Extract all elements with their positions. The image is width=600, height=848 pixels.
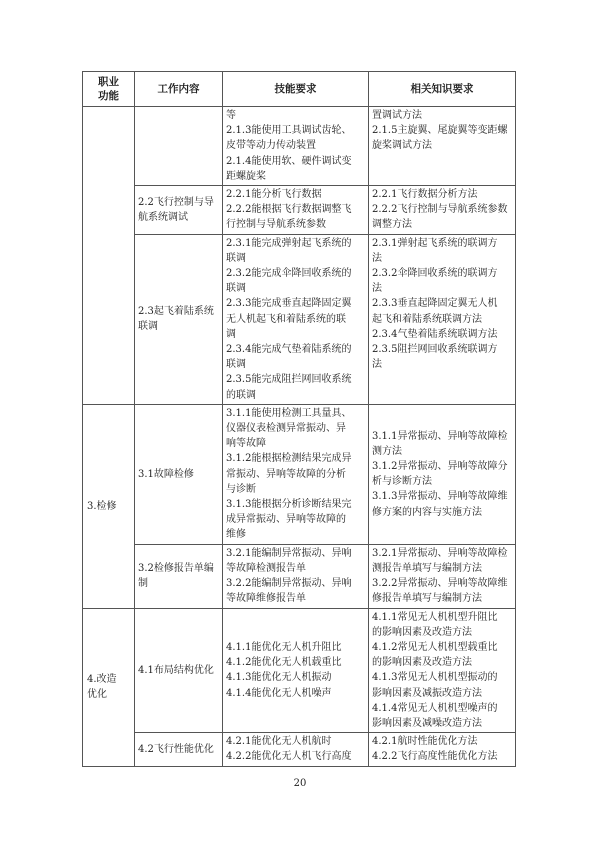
content-cell <box>135 107 223 186</box>
cell-line: 响等故障 <box>226 438 266 450</box>
table-row <box>83 608 516 733</box>
knowledge-cell <box>369 107 516 186</box>
knowledge-cell <box>369 608 516 733</box>
cell-line: 与诊断 <box>226 483 256 495</box>
cell-line: 4.1.4常见无人机机型噪声的 <box>372 702 498 714</box>
cell-line: 仪器仪表检测异常振动、异 <box>226 423 346 435</box>
header-skills: 技能要求 <box>223 72 369 107</box>
skills-cell <box>223 733 369 766</box>
cell-line: 3.1.2异常振动、异响等故障分 <box>372 461 508 473</box>
cell-line: 2.3.5阻拦网回收系统联调方 <box>372 344 498 356</box>
table-row <box>83 544 516 608</box>
table-row <box>83 733 516 766</box>
cell-line: 2.3.1弹射起飞系统的联调方 <box>372 237 498 249</box>
cell-line: 3.2.2异常振动、异响等故障维 <box>372 578 508 590</box>
cell-line: 联调 <box>226 359 246 371</box>
cell-line: 距螺旋桨 <box>226 170 266 182</box>
skills-cell <box>223 186 369 235</box>
cell-line: 成异常振动、异响等故障的 <box>226 514 346 526</box>
cell-line: 等故障维修报告单 <box>226 593 306 605</box>
table-row <box>83 404 516 544</box>
cell-line: 2.3.4能完成气垫着陆系统的 <box>226 344 352 356</box>
cell-line: 测报告单填写与编制方法 <box>372 562 482 574</box>
cell-line: 2.3.2伞降回收系统的联调方 <box>372 268 498 280</box>
skills-table <box>82 71 516 767</box>
knowledge-cell <box>369 404 516 544</box>
cell-line: 3.1.2能根据检测结果完成异 <box>226 453 352 465</box>
knowledge-cell <box>369 234 516 404</box>
cell-line: 维修 <box>226 529 246 541</box>
cell-line: 2.1.3能使用工具调试齿轮、 <box>226 125 352 137</box>
content-cell: 2.3起飞着陆系统联调 <box>135 234 223 404</box>
cell-line: 3.2.1能编制异常振动、异响 <box>226 547 352 559</box>
cell-line: 2.1.5主旋翼、尾旋翼等变距螺 <box>372 125 508 137</box>
cell-line: 影响因素及减噪改造方法 <box>372 717 482 729</box>
cell-line: 3.1.1能使用检测工具量具、 <box>226 407 352 419</box>
cell-line: 2.2.2能根据飞行数据调整飞 <box>226 204 352 216</box>
cell-line: 4.1.3能优化无人机振动 <box>226 672 332 684</box>
cell-line: 4.1.1能优化无人机升阻比 <box>226 641 342 653</box>
cell-line: 3.2.2能编制异常振动、异响 <box>226 578 352 590</box>
cell-line: 皮带等动力传动装置 <box>226 140 316 152</box>
cell-line: 测方法 <box>372 445 402 457</box>
cell-line: 2.3.3垂直起降固定翼无人机 <box>372 298 498 310</box>
cell-line: 4.1.4能优化无人机噪声 <box>226 687 332 699</box>
header-func: 职业 功能 <box>83 72 135 107</box>
cell-line: 3.1.3能根据分析诊断结果完 <box>226 499 352 511</box>
cell-line: 行控制与导航系统参数 <box>226 219 326 231</box>
cell-line: 3.2.1异常振动、异响等故障检 <box>372 547 508 559</box>
cell-line: 3.1.1异常振动、异响等故障检 <box>372 430 508 442</box>
cell-line: 法 <box>372 359 382 371</box>
knowledge-cell <box>369 186 516 235</box>
cell-line: 起飞和着陆系统联调方法 <box>372 313 482 325</box>
func-cell: 3.检修 <box>83 404 135 608</box>
cell-line: 2.3.4气垫着陆系统联调方法 <box>372 328 498 340</box>
skills-cell <box>223 107 369 186</box>
cell-line: 法 <box>372 252 382 264</box>
cell-line: 联调 <box>226 283 246 295</box>
knowledge-cell <box>369 544 516 608</box>
cell-line: 常振动、异响等故障的分析 <box>226 468 346 480</box>
cell-line: 3.1.3异常振动、异响等故障维 <box>372 491 508 503</box>
header-row <box>83 72 516 107</box>
cell-line: 析与诊断方法 <box>372 476 432 488</box>
cell-line: 2.3.5能完成阻拦网回收系统 <box>226 374 352 386</box>
skills-cell <box>223 608 369 733</box>
page-number: 20 <box>293 778 307 789</box>
cell-line: 2.2.2飞行控制与导航系统参数 <box>372 204 508 216</box>
cell-line: 4.2.1能优化无人机航时 <box>226 736 332 748</box>
cell-line: 的影响因素及改造方法 <box>372 626 472 638</box>
header-knowledge: 相关知识要求 <box>369 72 516 107</box>
cell-line: 的影响因素及改造方法 <box>372 657 472 669</box>
cell-line: 置调试方法 <box>372 110 422 121</box>
skills-cell <box>223 544 369 608</box>
cell-line: 无人机起飞和着陆系统的联 <box>226 313 346 325</box>
cell-line: 2.3.3能完成垂直起降固定翼 <box>226 298 352 310</box>
content-cell: 2.2飞行控制与导航系统调试 <box>135 186 223 235</box>
cell-line: 调整方法 <box>372 219 412 231</box>
cell-line: 修方案的内容与实施方法 <box>372 506 482 518</box>
skills-cell <box>223 404 369 544</box>
content-cell: 3.1故障检修 <box>135 404 223 544</box>
cell-line: 4.2.1航时性能优化方法 <box>372 736 478 748</box>
cell-line: 2.2.1飞行数据分析方法 <box>372 189 478 201</box>
table-row <box>83 107 516 186</box>
content-cell: 3.2检修报告单编制 <box>135 544 223 608</box>
cell-line: 调 <box>226 328 236 340</box>
cell-line: 旋桨调试方法 <box>372 140 432 152</box>
func-cell <box>83 107 135 405</box>
cell-line: 修报告单填写与编制方法 <box>372 593 482 605</box>
cell-line: 4.1.1常见无人机机型升阻比 <box>372 611 498 623</box>
cell-line: 4.1.2能优化无人机载重比 <box>226 657 342 669</box>
cell-line: 法 <box>372 283 382 295</box>
cell-line: 2.3.1能完成弹射起飞系统的 <box>226 237 352 249</box>
cell-line: 等 <box>226 110 236 121</box>
cell-line: 4.1.3常见无人机机型振动的 <box>372 672 498 684</box>
table-row <box>83 186 516 235</box>
cell-line: 2.3.2能完成伞降回收系统的 <box>226 268 352 280</box>
func-cell: 4.改造 优化 <box>83 608 135 766</box>
table-row <box>83 234 516 404</box>
cell-line: 4.2.2能优化无人机飞行高度 <box>226 751 352 763</box>
header-content: 工作内容 <box>135 72 223 107</box>
cell-line: 4.2.2飞行高度性能优化方法 <box>372 751 498 763</box>
cell-line: 等故障检测报告单 <box>226 562 306 574</box>
knowledge-cell <box>369 733 516 766</box>
content-cell: 4.1布局结构优化 <box>135 608 223 733</box>
content-cell: 4.2飞行性能优化 <box>135 733 223 766</box>
cell-line: 影响因素及减振改造方法 <box>372 687 482 699</box>
cell-line: 联调 <box>226 252 246 264</box>
cell-line: 2.1.4能使用软、硬件调试变 <box>226 155 352 167</box>
cell-line: 4.1.2常见无人机机型载重比 <box>372 641 498 653</box>
cell-line: 的联调 <box>226 389 256 401</box>
skills-cell <box>223 234 369 404</box>
cell-line: 2.2.1能分析飞行数据 <box>226 189 322 201</box>
